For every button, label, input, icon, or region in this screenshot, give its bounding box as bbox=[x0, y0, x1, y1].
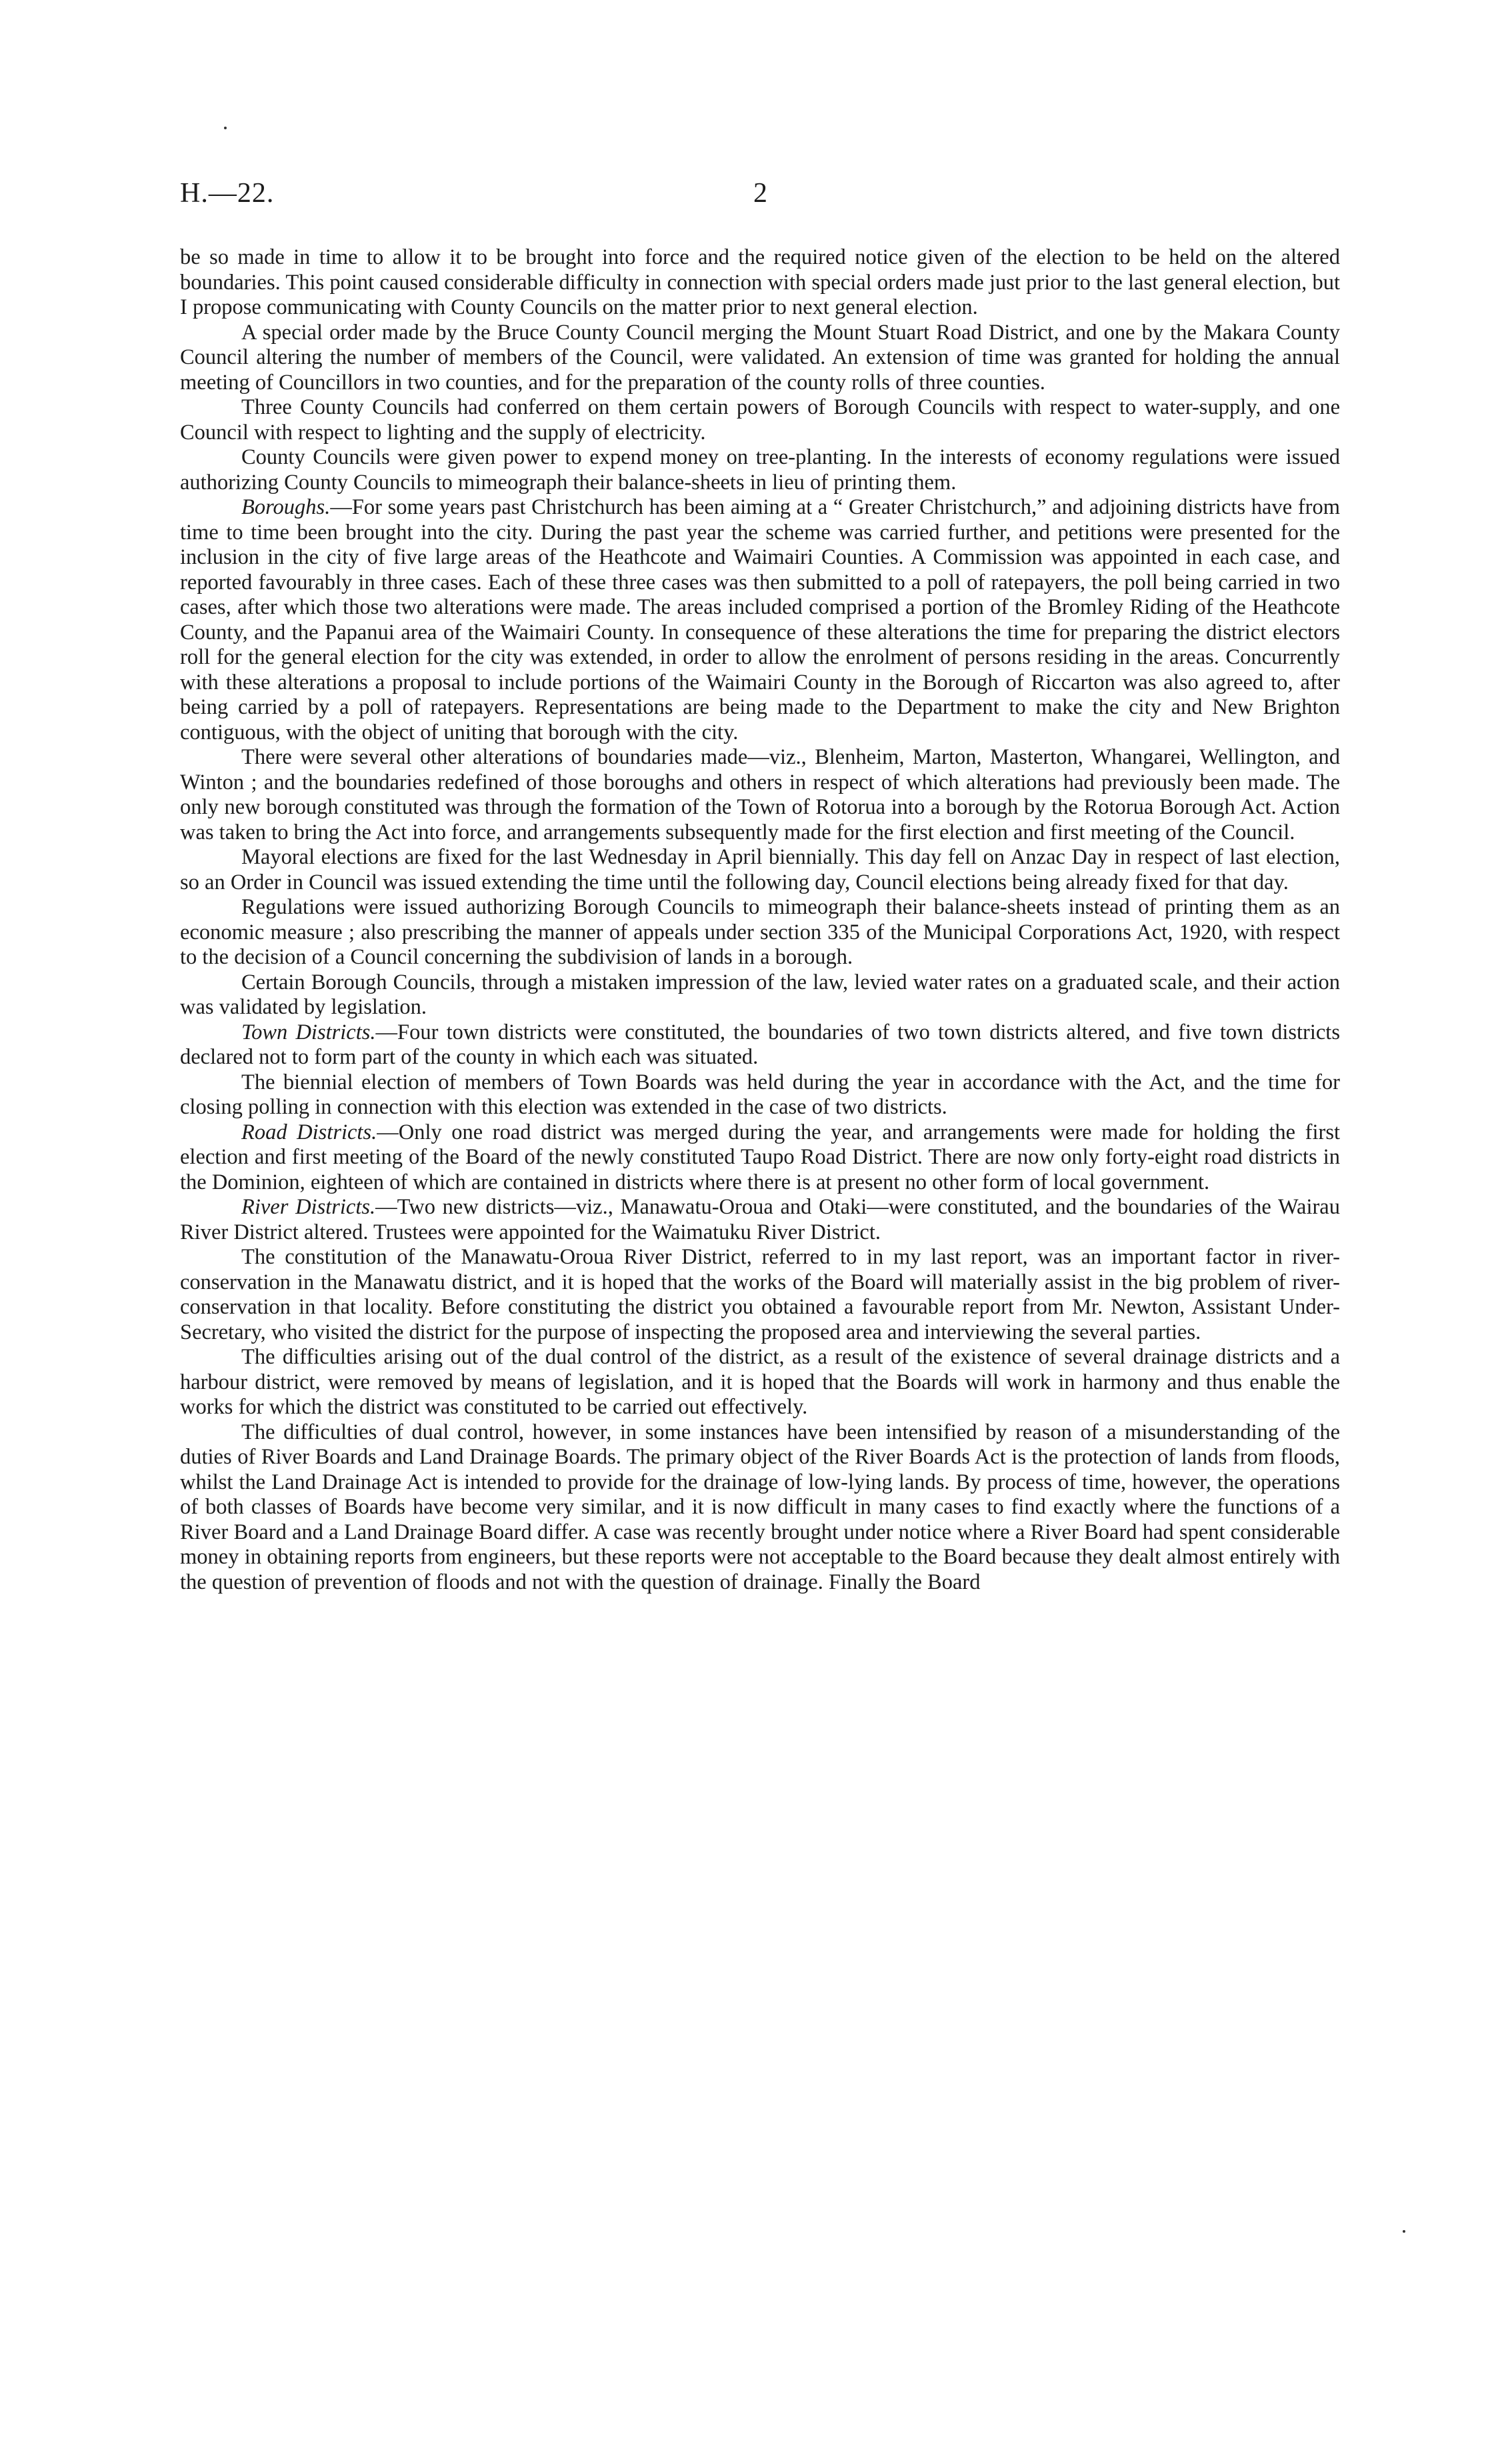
paragraph: A special order made by the Bruce County Council merging the Mount Stuart Road District, and one by the Makara County Council altering the number of members of the Council, were validated. An extension of time was granted for holding the annual meeting of Councillors in two counties, and for the preparation of the county rolls of three counties. bbox=[180, 320, 1340, 395]
paragraph-text: —Only one road district was merged during the year, and arrangements were made for holding the first election and first meeting of the Board of the newly constituted Taupo Road District. There are now only forty-eight road districts in the Dominion, eighteen of which are contained in districts where there is at present no other form of local government. bbox=[180, 1120, 1340, 1194]
page-header bbox=[180, 177, 1340, 217]
paragraph: County Councils were given power to expend money on tree-planting. In the interests of economy regulations were issued authorizing County Councils to mimeograph their balance-sheets in lieu of printing them. bbox=[180, 445, 1340, 495]
paragraph: The difficulties arising out of the dual control of the district, as a result of the existence of several drainage districts and a harbour district, were removed by means of legislation, and it is hoped that the Boards will work in harmony and thus enable the works for which the district was constituted to be carried out effectively. bbox=[180, 1345, 1340, 1419]
side-heading: River Districts. bbox=[241, 1195, 376, 1219]
paragraph-boroughs bbox=[180, 495, 1340, 745]
paragraph: The constitution of the Manawatu-Oroua River District, referred to in my last report, was an important factor in river-conservation in the Manawatu district, and it is hoped that the works of the Board will materially assist in the big problem of river-conservation in that locality. Before constituting the district you obtained a favourable report from Mr. Newton, Assistant Under-Secretary, who visited the district for the purpose of inspecting the proposed area and interviewing the several parties. bbox=[180, 1245, 1340, 1344]
paragraph: be so made in time to allow it to be brought into force and the required notice given of the election to be held on the altered boundaries. This point caused considerable difficulty in connection with special orders made just prior to the last general election, but I propose communicating with County Councils on the matter prior to next general election. bbox=[180, 245, 1340, 319]
paragraph-river-districts bbox=[180, 1195, 1340, 1245]
document-reference: H.—22. bbox=[180, 178, 275, 209]
scan-speck bbox=[224, 127, 227, 129]
paragraph: Certain Borough Councils, through a mistaken impression of the law, levied water rates on a graduated scale, and their action was validated by legislation. bbox=[180, 970, 1340, 1019]
paragraph-town-districts bbox=[180, 1020, 1340, 1070]
paragraph-text: —Four town districts were constituted, the boundaries of two town districts altered, and five town districts declared not to form part of the county in which each was situated. bbox=[180, 1020, 1340, 1069]
body-text bbox=[180, 245, 1340, 1595]
paragraph: Three County Councils had conferred on them certain powers of Borough Councils with respect to water-supply, and one Council with respect to lighting and the supply of electricity. bbox=[180, 395, 1340, 445]
side-heading: Boroughs. bbox=[241, 495, 331, 519]
page-number: 2 bbox=[753, 178, 767, 209]
scan-speck bbox=[1403, 2230, 1405, 2233]
paragraph-text: —For some years past Christchurch has been aiming at a “ Greater Christchurch,” and adjoining districts have from time to time been brought into the city. During the past year the scheme was carried further, and petitions were presented for the inclusion in the city of five large areas of the Heathcote and Waimairi Counties. A Commission was appointed in each case, and reported favourably in three cases. Each of these three cases was then submitted to a poll of ratepayers, the poll being carried in two cases, after which those two alterations were made. The areas included comprised a portion of the Bromley Riding of the Heathcote County, and the Papanui area of the Waimairi County. In consequence of these alterations the time for preparing the district electors roll for the general election for the city was extended, in order to allow the enrolment of persons residing in the areas. Concurrently with these alterations a proposal to include portions of the Waimairi County in the Borough of Riccarton was also agreed to, after being carried by a poll of ratepayers. Representations are being made to the Department to make the city and New Brighton contiguous, with the object of uniting that borough with the city. bbox=[180, 495, 1340, 744]
paragraph: Regulations were issued authorizing Borough Councils to mimeograph their balance-sheets instead of printing them as an economic measure ; also prescribing the manner of appeals under section 335 of the Municipal Corporations Act, 1920, with respect to the decision of a Council concerning the subdivision of lands in a borough. bbox=[180, 895, 1340, 969]
paragraph-text: —Two new districts—viz., Manawatu-Oroua and Otaki—were constituted, and the boundaries of the Wairau River District altered. Trustees were appointed for the Waimatuku River District. bbox=[180, 1195, 1340, 1244]
paragraph: The biennial election of members of Town Boards was held during the year in accordance with the Act, and the time for closing polling in connection with this election was extended in the case of two districts. bbox=[180, 1070, 1340, 1119]
side-heading: Road Districts. bbox=[241, 1120, 377, 1144]
paragraph: There were several other alterations of boundaries made—viz., Blenheim, Marton, Masterton, Whangarei, Wellington, and Winton ; and the boundaries redefined of those boroughs and others in respect of which alterations had previously been made. The only new borough constituted was through the formation of the Town of Rotorua into a borough by the Rotorua Borough Act. Action was taken to bring the Act into force, and arrangements subsequently made for the first election and first meeting of the Council. bbox=[180, 745, 1340, 844]
paragraph: The difficulties of dual control, however, in some instances have been intensified by reason of a misunderstanding of the duties of River Boards and Land Drainage Boards. The primary object of the River Boards Act is the protection of lands from floods, whilst the Land Drainage Act is intended to provide for the drainage of low-lying lands. By process of time, however, the operations of both classes of Boards have become very similar, and it is now difficult in many cases to find exactly where the functions of a River Board and a Land Drainage Board differ. A case was recently brought under notice where a River Board had spent considerable money in obtaining reports from engineers, but these reports were not acceptable to the Board because they dealt almost entirely with the question of prevention of floods and not with the question of drainage. Finally the Board bbox=[180, 1420, 1340, 1594]
paragraph: Mayoral elections are fixed for the last Wednesday in April biennially. This day fell on Anzac Day in respect of last election, so an Order in Council was issued extending the time until the following day, Council elections being already fixed for that day. bbox=[180, 845, 1340, 894]
paragraph-road-districts bbox=[180, 1120, 1340, 1196]
side-heading: Town Districts. bbox=[241, 1020, 376, 1044]
